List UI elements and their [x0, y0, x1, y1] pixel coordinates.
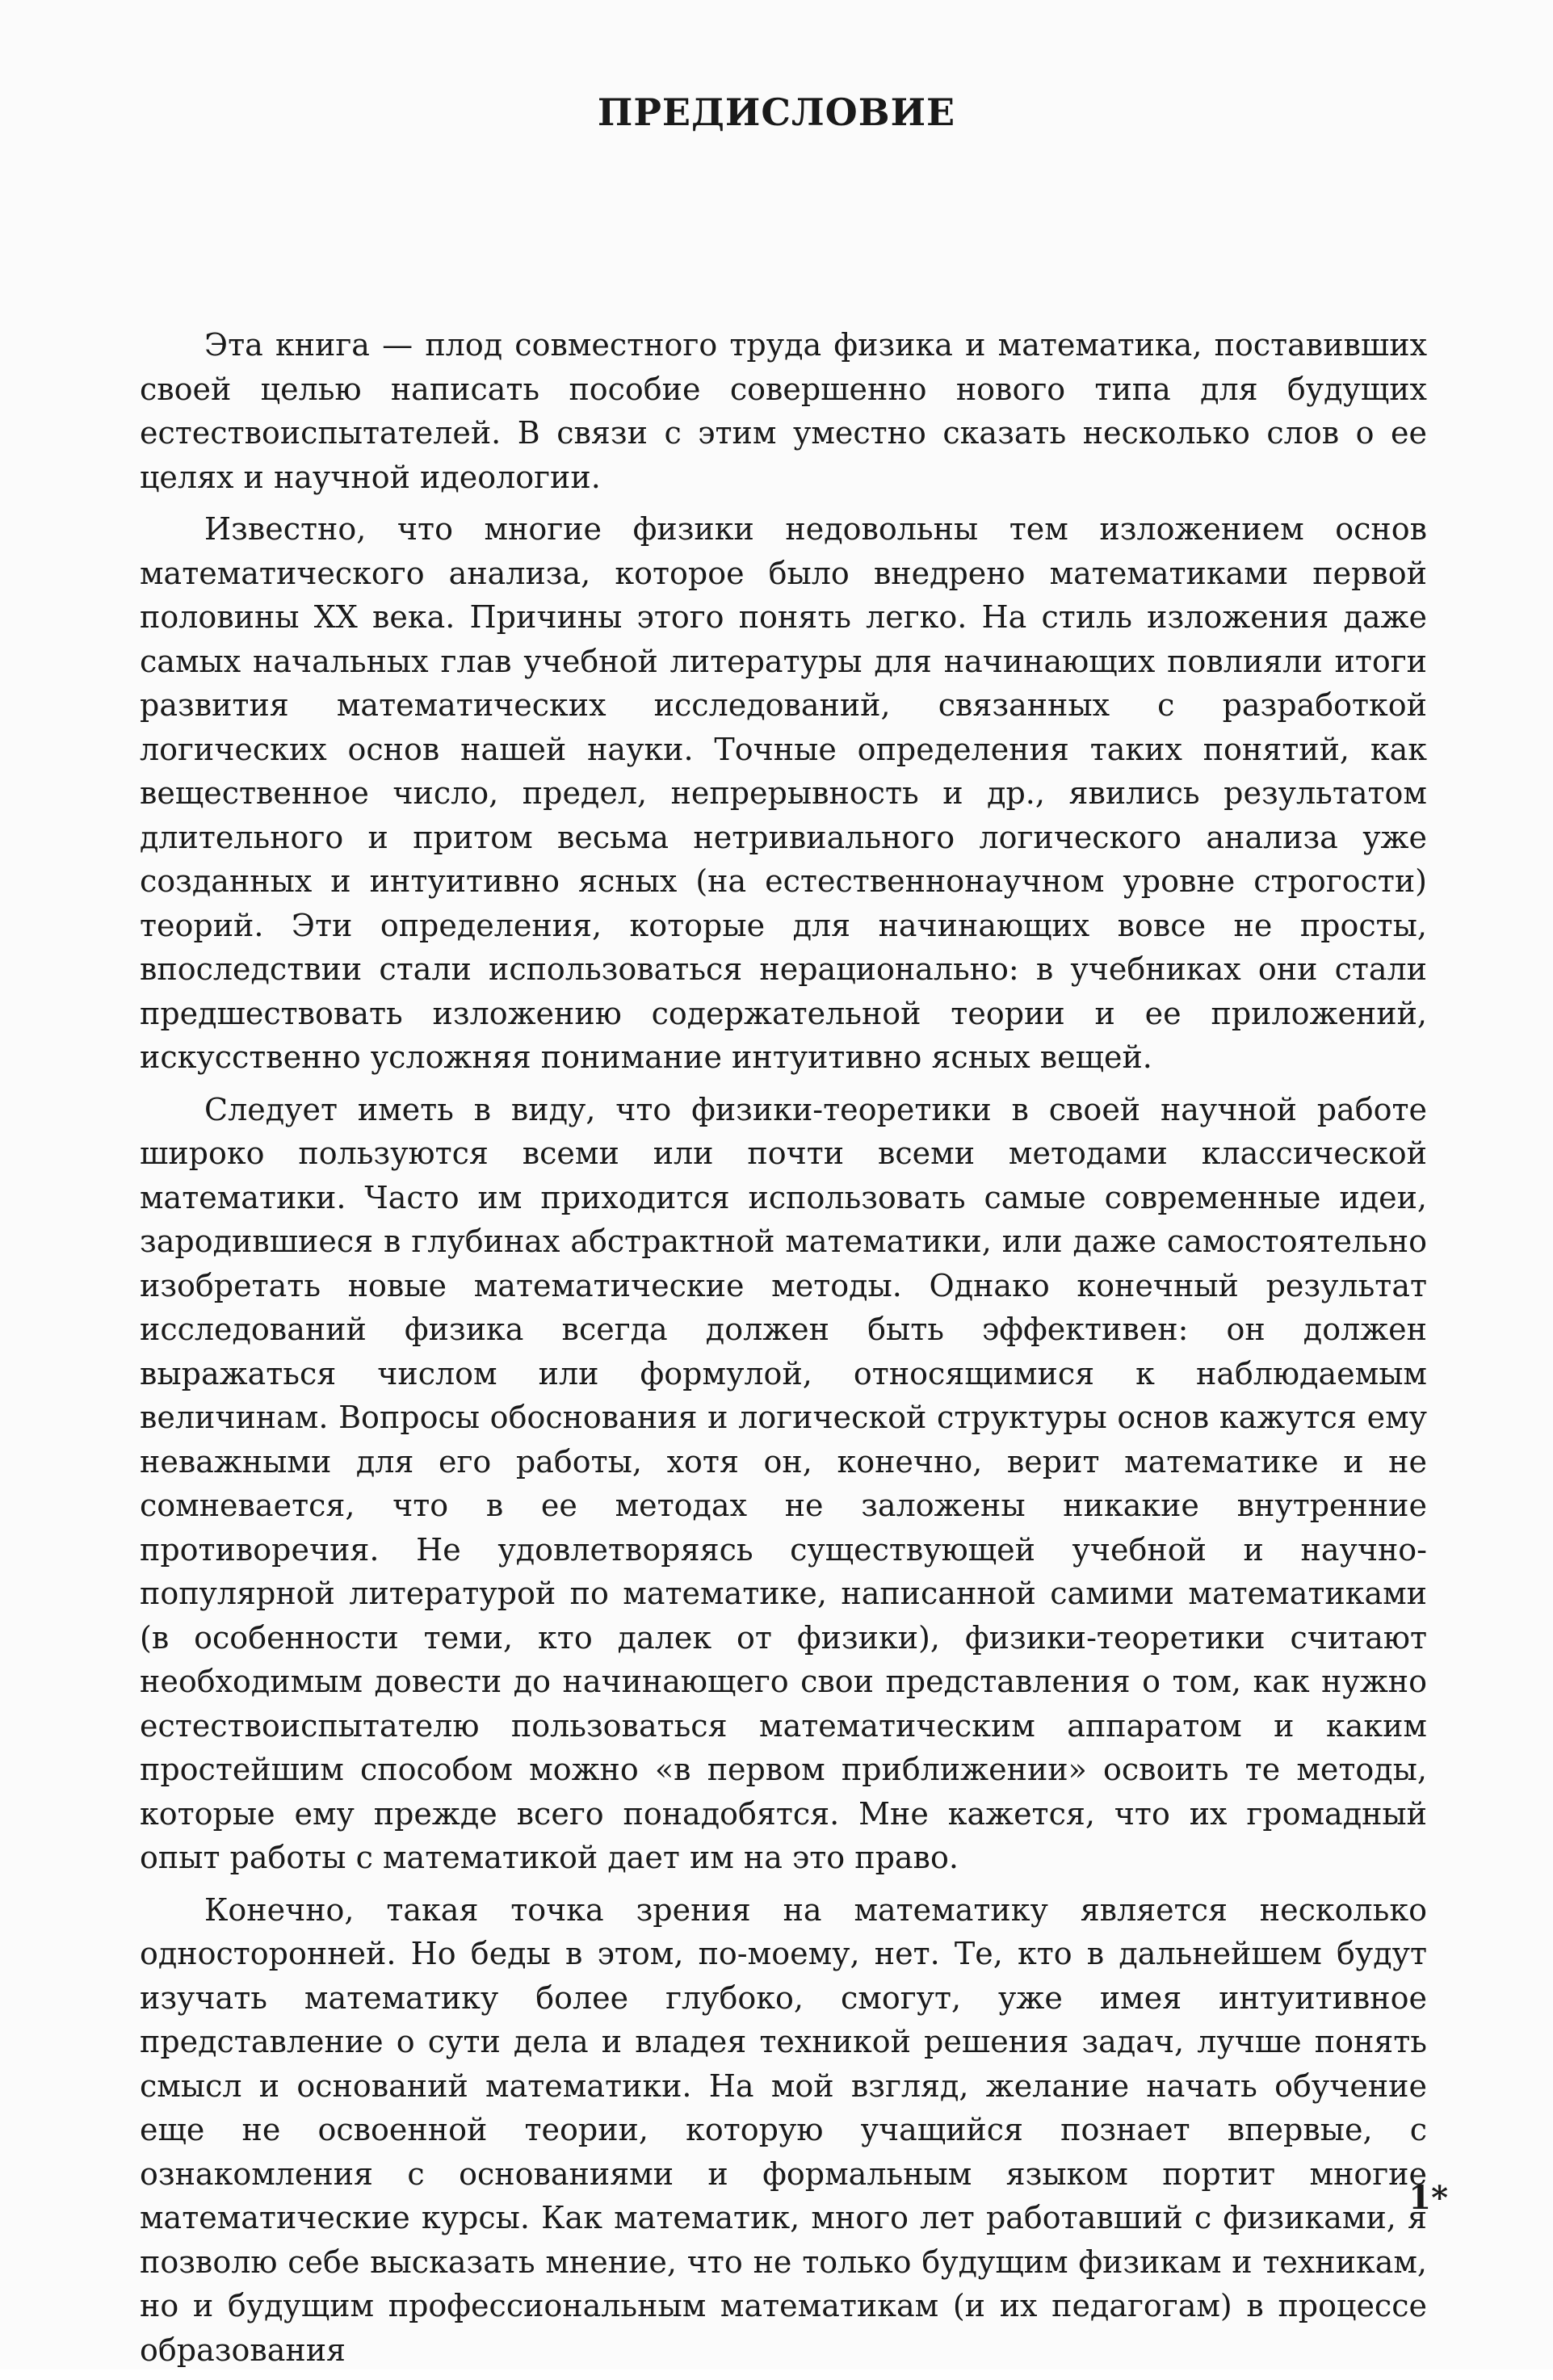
preface-body [140, 323, 1427, 2380]
paragraph: Эта книга — плод совместного труда физика и математика, поставивших своей целью написать пособие совершенно нового типа для будущих естествоиспытателей. В связи с этим уместно сказать несколько слов о ее целях и научной идеологии. [140, 327, 1427, 495]
paragraph: Следует иметь в виду, что физики-теоретики в своей научной работе широко пользуются всеми или почти всеми методами классической математики. Часто им приходится использовать самые современные идеи, зародившиеся в глубинах абстрактной математики, или даже самостоятельно изобретать новые математические методы. Однако конечный результат исследований физика всегда должен быть эффективен: он должен выражаться числом или формулой, относящимися к наблюдаемым величинам. Вопросы обоснования и логической структуры основ кажутся ему неважными для его работы, хотя он, конечно, верит математике и не сомневается, что в ее методах не заложены никакие внутренние противоречия. Не удовлетворяясь существующей учебной и научно-популярной литературой по математике, написанной самими математиками (в особенности теми, кто далек от физики), физики-теоретики считают необходимым довести до начинающего свои представления о том, как нужно естествоиспытателю пользоваться математическим аппаратом и каким простейшим способом можно «в первом приближении» освоить те методы, которые ему прежде всего понадобятся. Мне кажется, что их громадный опыт работы с математикой дает им на это право. [140, 1091, 1427, 1875]
paragraph: Известно, что многие физики недовольны тем изложением основ математического анализа, которое было внедрено математиками первой половины XX века. Причины этого понять легко. На стиль изложения даже самых начальных глав учебной литературы для начинающих повлияли итоги развития математических исследований, связанных с разработкой логических основ нашей науки. Точные определения таких понятий, как вещественное число, предел, непрерывность и др., явились результатом длительного и притом весьма нетривиального логического анализа уже созданных и интуитивно ясных (на естественнонаучном уровне строгости) теорий. Эти определения, которые для начинающих вовсе не просты, впоследствии стали использоваться нерационально: в учебниках они стали предшествовать изложению содержательной теории и ее приложений, искусственно усложняя понимание интуитивно ясных вещей. [140, 511, 1427, 1075]
paragraph: Конечно, такая точка зрения на математику является несколько односторонней. Но беды в этом, по-моему, нет. Те, кто в дальнейшем будут изучать математику более глубоко, смогут, уже имея интуитивное представление о сути дела и владея техникой решения задач, лучше понять смысл и оснований математики. На мой взгляд, желание начать обучение еще не освоенной теории, которую учащийся познает впервые, с ознакомления с основаниями и формальным языком портит многие математические курсы. Как математик, много лет работавший с физиками, я позволю себе высказать мнение, что не только будущим физикам и техникам, но и будущим профессиональным математикам (и их педагогам) в процессе образования [140, 1891, 1427, 2368]
page-title: ПРЕДИСЛОВИЕ [597, 90, 956, 134]
signature-mark: 1* [1408, 2179, 1448, 2217]
